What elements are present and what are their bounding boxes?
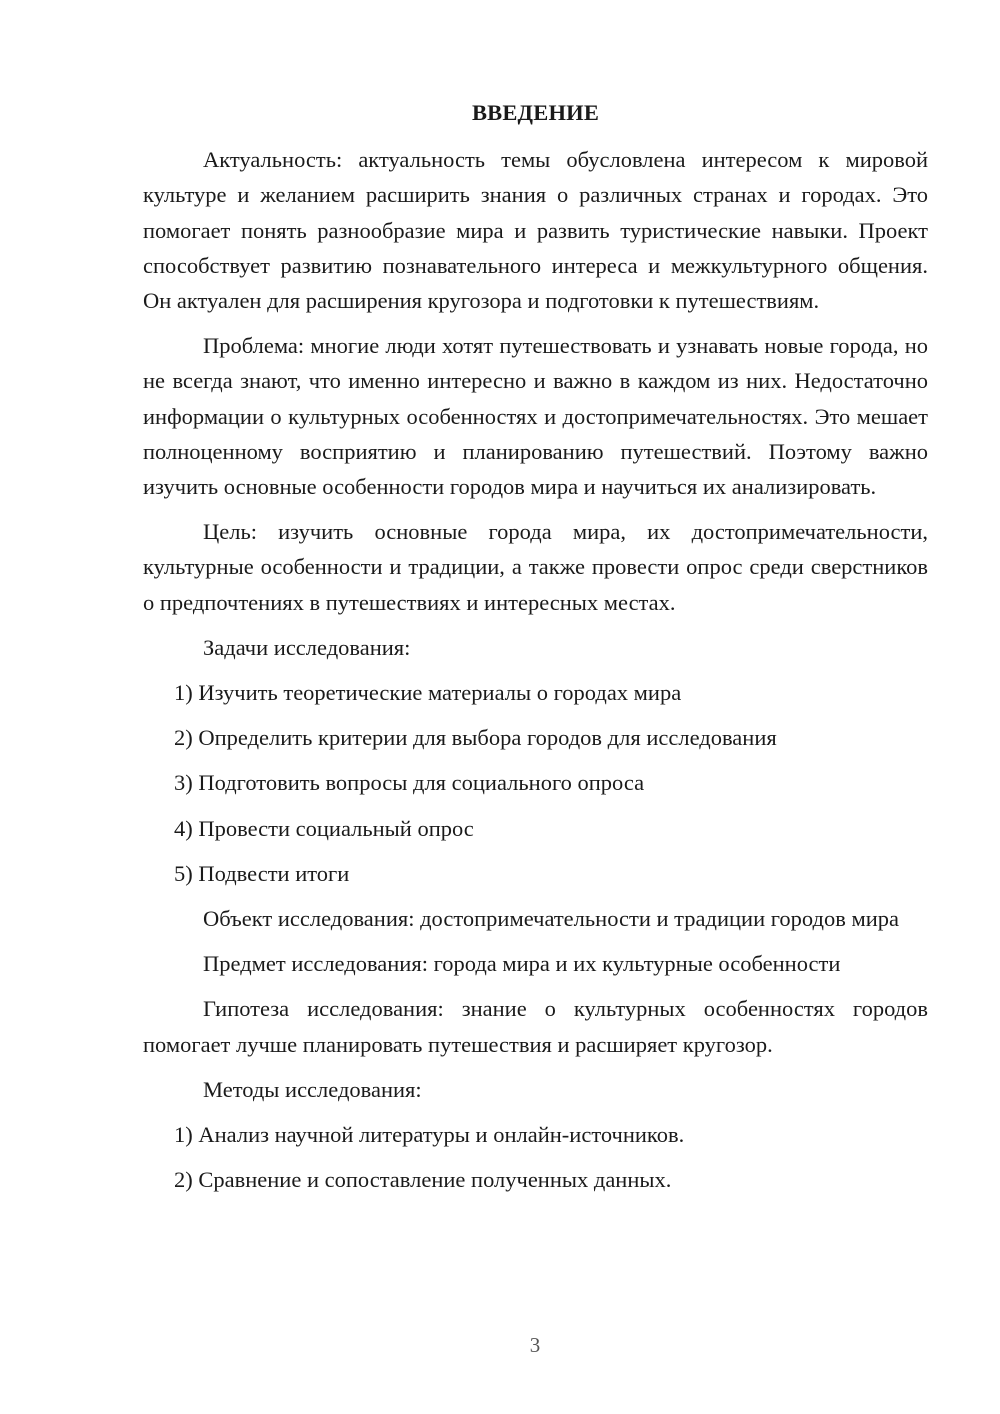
page-number: 3	[529, 1333, 541, 1357]
subject-paragraph: Предмет исследования: города мира и их культурные особенности	[203, 951, 841, 977]
object-paragraph: Объект исследования: достопримечательности и традиции городов мира	[203, 906, 899, 932]
goal-paragraph: Цель: изучить основные города мира, их достопримечательности, культурные особенности и традиции, а также провести опрос среди сверстников о предпочтениях в путешествиях и интересных местах.	[143, 519, 928, 615]
task-item: 3) Подготовить вопросы для социального опроса	[174, 770, 645, 796]
method-item: 1) Анализ научной литературы и онлайн-источников.	[174, 1122, 685, 1148]
hypothesis-paragraph: Гипотеза исследования: знание о культурных особенностях городов помогает лучше планировать путешествия и расширяет кругозор.	[143, 996, 928, 1057]
task-item: 5) Подвести итоги	[174, 860, 350, 886]
document-page	[143, 95, 928, 1207]
task-item: 1) Изучить теоретические материалы о городах мира	[174, 680, 682, 706]
task-item: 2) Определить критерии для выбора городов для исследования	[174, 725, 777, 751]
task-item: 4) Провести социальный опрос	[174, 815, 474, 841]
method-item: 2) Сравнение и сопоставление полученных данных.	[174, 1167, 672, 1193]
problem-paragraph: Проблема: многие люди хотят путешествовать и узнавать новые города, но не всегда знают, что именно интересно и важно в каждом из них. Недостаточно информации о культурных особенностях и достопримечательностях. Это мешает полноценному восприятию и планированию путешествий. Поэтому важно изучить основные особенности городов мира и научиться их анализировать.	[143, 333, 928, 500]
relevance-paragraph: Актуальность: актуальность темы обусловлена интересом к мировой культуре и желанием расширить знания о различных странах и городах. Это помогает понять разнообразие мира и развить туристические навыки. Проект способствует развитию познавательного интереса и межкультурного общения. Он актуален для расширения кругозора и подготовки к путешествиям.	[143, 147, 928, 314]
methods-heading: Методы исследования:	[203, 1076, 422, 1102]
tasks-heading: Задачи исследования:	[203, 634, 411, 660]
section-title: ВВЕДЕНИЕ	[471, 100, 600, 125]
